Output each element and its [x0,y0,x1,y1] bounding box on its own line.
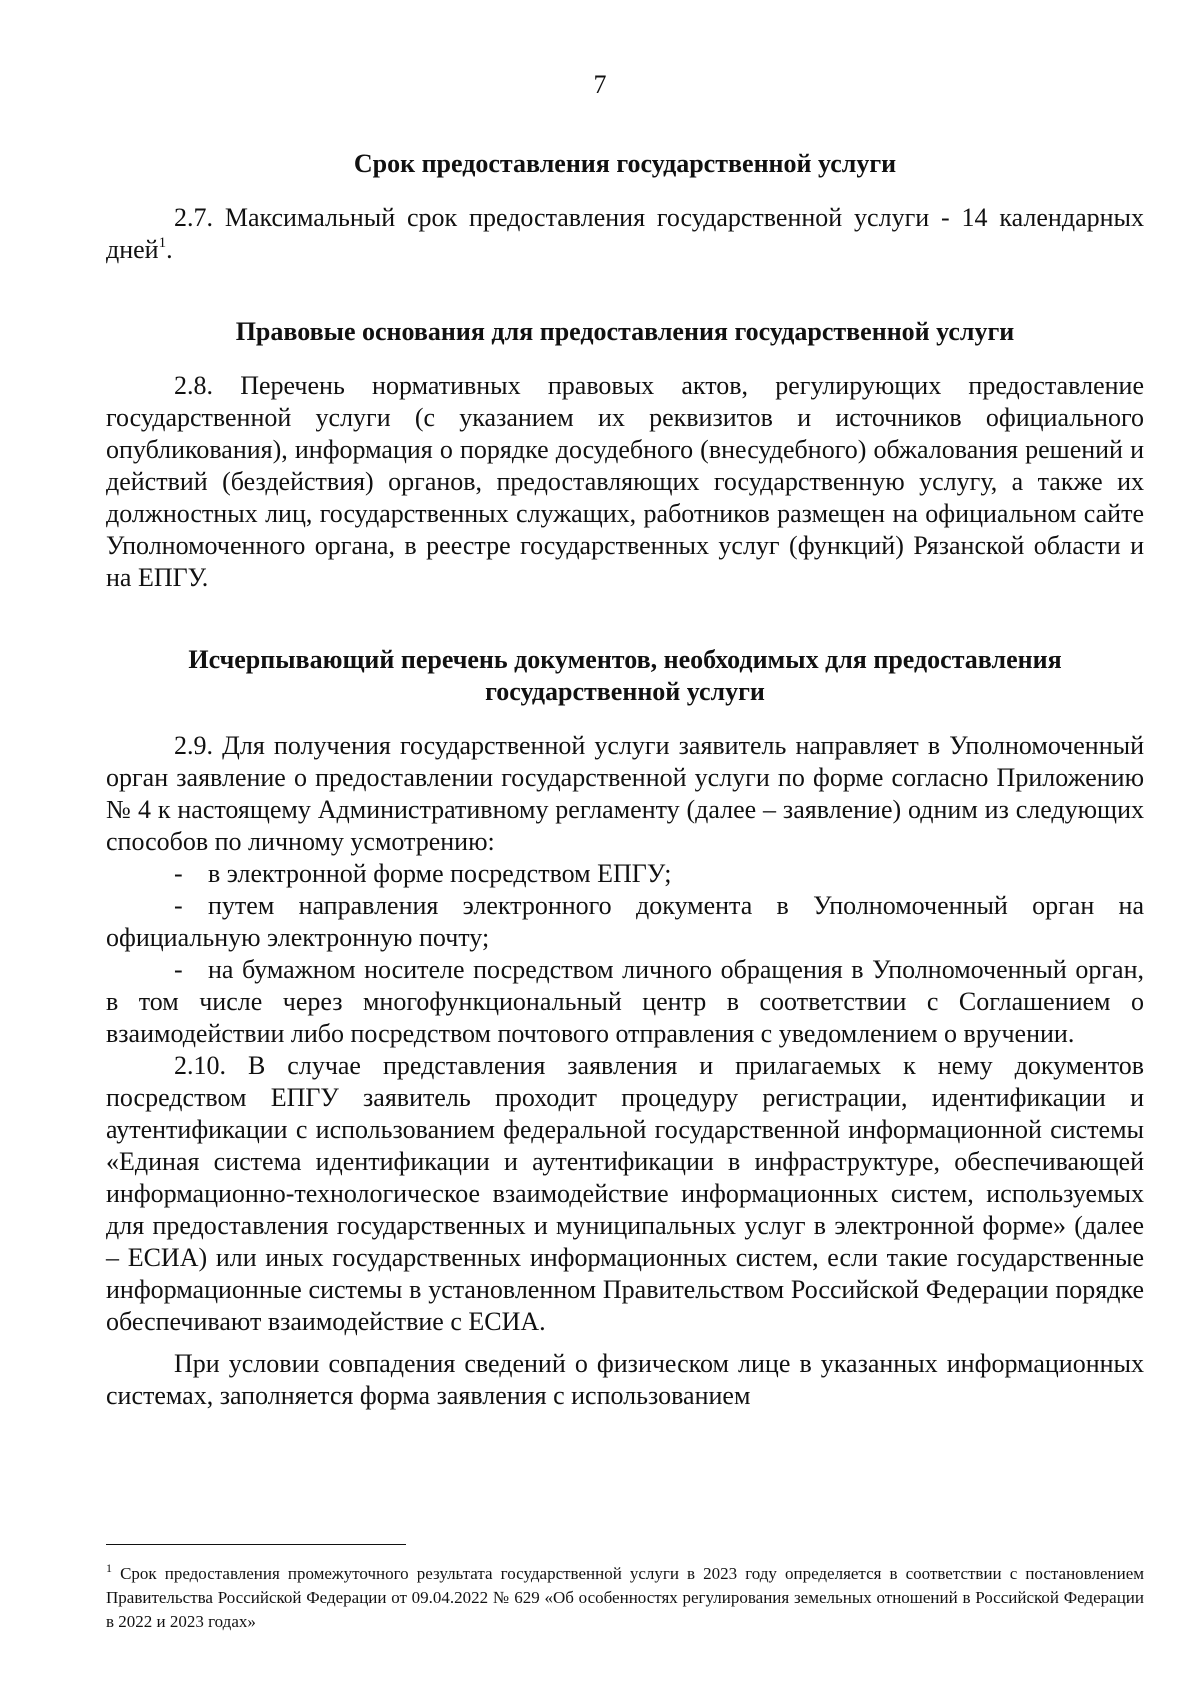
section-heading-documents [106,644,1144,708]
list-item-mark: - [174,891,183,920]
section-heading-documents-line2: государственной услуги [485,677,765,706]
list-item-text: путем направления электронного документа в Уполномоченный орган на официальную электронную почту; [106,891,1144,952]
paragraph-2-9: 2.9. Для получения государственной услуги заявитель направляет в Уполномоченный орган заявление о предоставлении государственной услуги по форме согласно Приложению № 4 к настоящему Административному регламенту (далее – заявление) одним из следующих способов по личному усмотрению: [106,731,1144,856]
footnote-divider [106,1544,406,1545]
paragraph-2-8: 2.8. Перечень нормативных правовых актов, регулирующих предоставление государственной услуги (с указанием их реквизитов и источников официального опубликования), информация о порядке досудебного (внесудебного) обжалования решений и действий (бездействия) органов, предоставляющих государственную услугу, а также их должностных лиц, государственных служащих, работников размещен на официальном сайте Уполномоченного органа, в реестре государственных услуг (функций) Рязанской области и на ЕПГУ. [106,371,1144,592]
list-item-mark: - [174,955,183,984]
list-item [106,858,1144,890]
document-body [106,148,1144,1412]
paragraph-2-10: 2.10. В случае представления заявления и прилагаемых к нему документов посредством ЕПГУ заявитель проходит процедуру регистрации, идентификации и аутентификации с использованием федеральной государственной информационной системы «Единая система идентификации и аутентификации в инфраструктуре, обеспечивающей информационно-технологическое взаимодействие информационных систем, используемых для предоставления государственных и муниципальных услуг в электронной форме» (далее – ЕСИА) или иных государственных информационных систем, если такие государственные информационные системы в установленном Правительством Российской Федерации порядке обеспечивают взаимодействие с ЕСИА. [106,1051,1144,1336]
section-heading-documents-line1: Исчерпывающий перечень документов, необходимых для предоставления [188,645,1062,674]
list-item [106,890,1144,954]
section-heading-term: Срок предоставления государственной услуги [353,149,897,178]
list-item-mark: - [174,859,183,888]
list-item-text: на бумажном носителе посредством личного обращения в Уполномоченный орган, в том числе через многофункциональный центр в соответствии с Соглашением о взаимодействии либо посредством почтового отправления с уведомлением о вручении. [106,955,1144,1048]
footnote-ref: 1 [158,235,167,251]
paragraph-2-7-text: 2.7. Максимальный срок предоставления государственной услуги - 14 календарных дней [106,203,1144,264]
list-item [106,954,1144,1050]
footnote-text: Срок предоставления промежуточного результата государственной услуги в 2023 году определяется в соответствии с постановлением Правительства Российской Федерации от 09.04.2022 № 629 «Об особенностях регулирования земельных отношений в Российской Федерации в 2022 и 2023 годах» [106,1564,1144,1631]
list-item-text: в электронной форме посредством ЕПГУ; [208,859,672,888]
footnote-number: 1 [106,1561,112,1575]
paragraph-continuation: При условии совпадения сведений о физическом лице в указанных информационных системах, заполняется форма заявления с использованием [106,1349,1144,1410]
page-number: 7 [593,70,607,99]
paragraph-2-7-end: . [166,235,173,264]
paragraph-2-7 [106,202,1144,266]
section-heading-legal-basis: Правовые основания для предоставления государственной услуги [235,317,1015,346]
footnote [106,1562,1144,1634]
